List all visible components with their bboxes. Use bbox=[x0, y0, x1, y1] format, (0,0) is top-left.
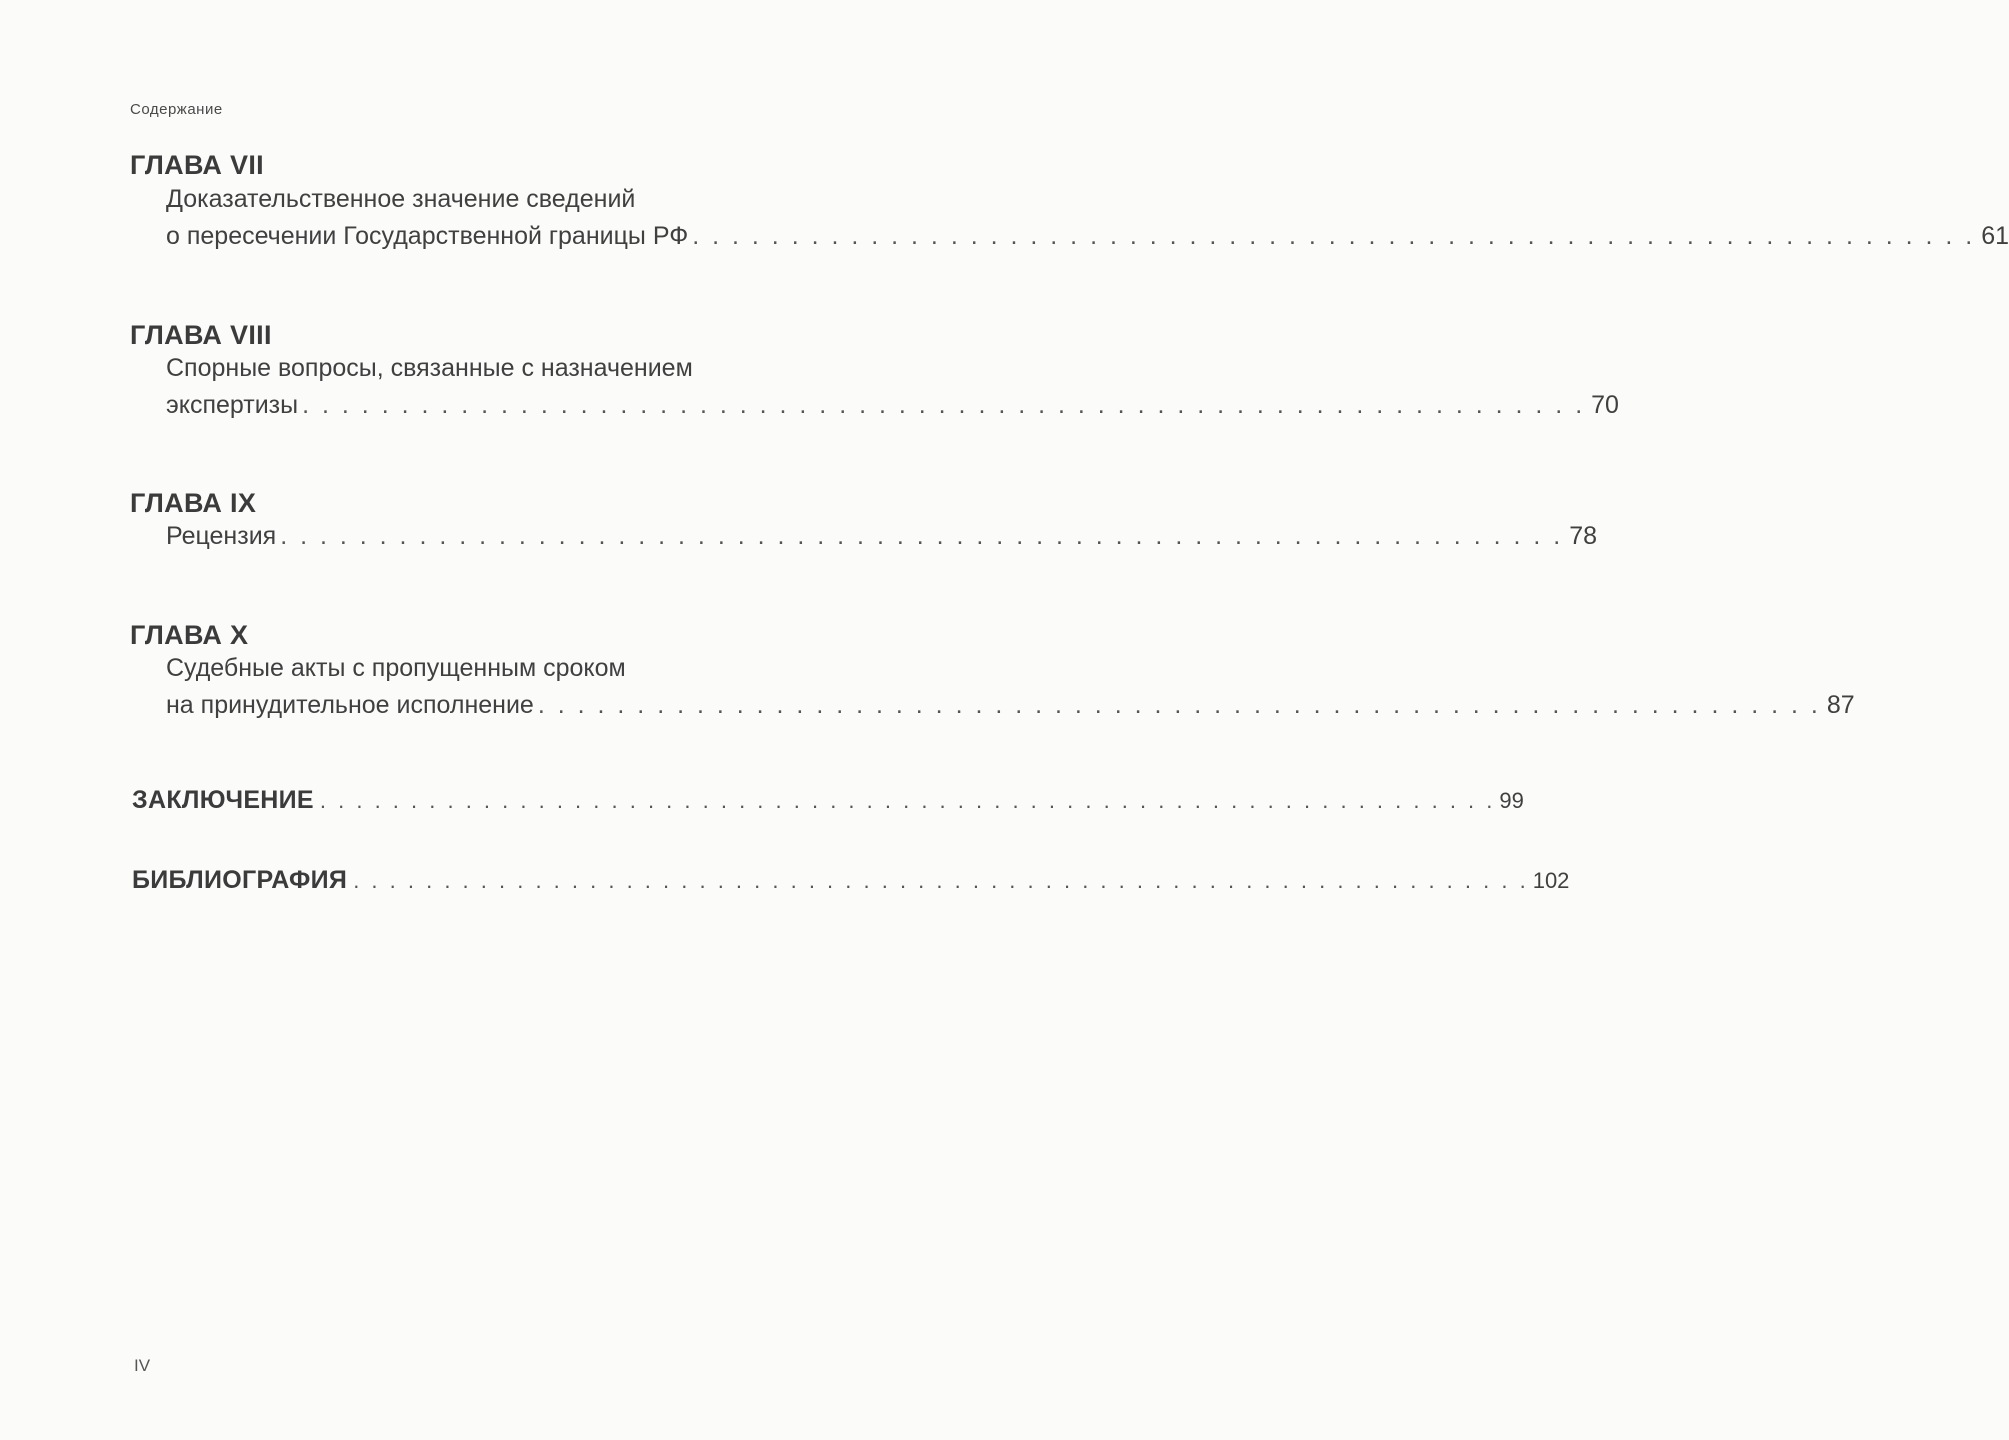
toc-line[interactable] bbox=[166, 522, 1598, 551]
toc-section-bibliography[interactable] bbox=[132, 866, 1570, 895]
chapter-title-line: Спорные вопросы, связанные с назначением bbox=[166, 354, 693, 382]
chapter-title-line: Доказательственное значение сведений bbox=[166, 185, 636, 213]
page-number: 102 bbox=[1532, 868, 1570, 893]
section-title: БИБЛИОГРАФИЯ bbox=[132, 866, 348, 894]
leader-dots: . . . . . . . . . . . . . . . . . . . . . . . . . . . . . . . . . . . . . . . . . . . . . . . . . . . . . . . . . . . . . . . . . bbox=[537, 691, 1821, 719]
running-head: Содержание bbox=[130, 101, 223, 118]
chapter-title-line: Рецензия bbox=[166, 522, 277, 550]
chapter-title-line: экспертизы bbox=[166, 391, 299, 419]
chapter-title-line: о пересечении Государственной границы РФ bbox=[166, 222, 689, 250]
leader-dots: . . . . . . . . . . . . . . . . . . . . . . . . . . . . . . . . . . . . . . . . . . . . . . . . . . . . . . . . . . . . . . . . . bbox=[353, 868, 1529, 893]
toc-line[interactable] bbox=[166, 691, 1855, 720]
toc-line bbox=[166, 354, 924, 383]
toc-line[interactable] bbox=[166, 391, 1619, 420]
leader-dots: . . . . . . . . . . . . . . . . . . . . . . . . . . . . . . . . . . . . . . . . . . . . . . . . . . . . . . . . . . . . . . . . . bbox=[280, 522, 1564, 550]
chapter-title-line: на принудительное исполнение bbox=[166, 691, 534, 719]
page-number: 70 bbox=[1591, 391, 1619, 419]
leader-dots: . . . . . . . . . . . . . . . . . . . . . . . . . . . . . . . . . . . . . . . . . . . . . . . . . . . . . . . . . . . . . . . . . bbox=[319, 788, 1496, 813]
chapter-label: ГЛАВА VII bbox=[130, 150, 264, 180]
toc-section-conclusion[interactable] bbox=[132, 786, 1524, 815]
leader-dots: . . . . . . . . . . . . . . . . . . . . . . . . . . . . . . . . . . . . . . . . . . . . . . . . . . . . . . . . . . . . . . . . . bbox=[692, 222, 1976, 250]
section-title: ЗАКЛЮЧЕНИЕ bbox=[132, 786, 314, 814]
chapter-title-line: Судебные акты с пропущенным сроком bbox=[166, 654, 626, 682]
page-number: 61 bbox=[1981, 222, 2009, 250]
toc-line bbox=[166, 185, 924, 214]
chapter-label: ГЛАВА X bbox=[130, 620, 249, 650]
page-number: 99 bbox=[1499, 788, 1524, 813]
leader-dots: . . . . . . . . . . . . . . . . . . . . . . . . . . . . . . . . . . . . . . . . . . . . . . . . . . . . . . . . . . . . . . . . . bbox=[302, 391, 1586, 419]
chapter-label: ГЛАВА IX bbox=[130, 488, 257, 518]
page-number: 78 bbox=[1569, 522, 1598, 550]
page-number: 87 bbox=[1826, 691, 1855, 719]
chapter-label: ГЛАВА VIII bbox=[130, 320, 272, 350]
toc-line bbox=[166, 654, 924, 683]
toc-line[interactable] bbox=[166, 222, 2009, 251]
page-folio: IV bbox=[134, 1356, 151, 1375]
